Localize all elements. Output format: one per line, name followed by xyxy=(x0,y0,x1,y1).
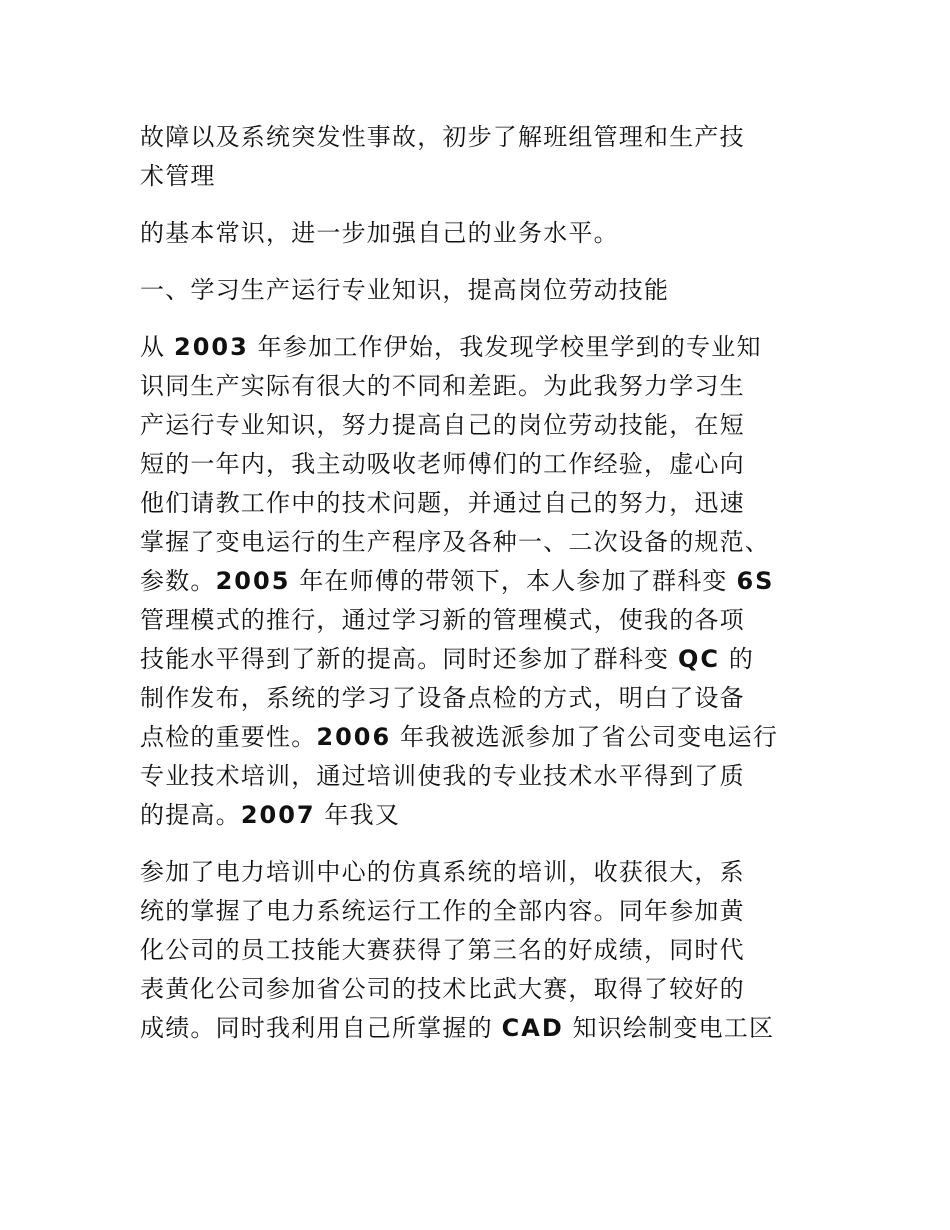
text-line: 从 2003 年参加工作伊始，我发现学校里学到的专业知 xyxy=(140,333,762,361)
text-line: 技能水平得到了新的提高。同时还参加了群科变 QC 的 xyxy=(140,645,755,673)
text-line: 化公司的员工技能大赛获得了第三名的好成绩，同时代 xyxy=(140,936,745,964)
document-body xyxy=(140,118,820,1066)
paragraph-1 xyxy=(140,118,820,196)
text-line: 的基本常识，进一步加强自己的业务水平。 xyxy=(140,219,619,247)
text-line: 制作发布，系统的学习了设备点检的方式，明白了设备 xyxy=(140,684,745,712)
text-line: 识同生产实际有很大的不同和差距。为此我努力学习生 xyxy=(140,372,745,400)
text-line: 成绩。同时我利用自己所掌握的 CAD 知识绘制变电工区 xyxy=(140,1014,775,1042)
text-line: 短的一年内，我主动吸收老师傅们的工作经验，虚心向 xyxy=(140,450,745,478)
text-line: 产运行专业知识，努力提高自己的岗位劳动技能，在短 xyxy=(140,411,745,439)
text-line: 管理模式的推行，通过学习新的管理模式，使我的各项 xyxy=(140,606,745,634)
paragraph-2 xyxy=(140,214,820,253)
heading-line: 一、学习生产运行专业知识，提高岗位劳动技能 xyxy=(140,276,670,304)
text-line: 参数。2005 年在师傅的带领下，本人参加了群科变 6S xyxy=(140,567,775,595)
text-line: 参加了电力培训中心的仿真系统的培训，收获很大，系 xyxy=(140,858,745,886)
text-line: 表黄化公司参加省公司的技术比武大赛，取得了较好的 xyxy=(140,975,745,1003)
text-line: 的提高。2007 年我又 xyxy=(140,801,401,829)
paragraph-4 xyxy=(140,853,820,1048)
text-line: 统的掌握了电力系统运行工作的全部内容。同年参加黄 xyxy=(140,897,745,925)
text-line: 术管理 xyxy=(140,162,216,190)
text-line: 专业技术培训，通过培训使我的专业技术水平得到了质 xyxy=(140,762,745,790)
text-line: 点检的重要性。2006 年我被选派参加了省公司变电运行 xyxy=(140,723,779,751)
paragraph-3 xyxy=(140,328,820,835)
text-line: 故障以及系统突发性事故，初步了解班组管理和生产技 xyxy=(140,123,745,151)
section-heading xyxy=(140,271,820,310)
text-line: 他们请教工作中的技术问题，并通过自己的努力，迅速 xyxy=(140,489,745,517)
text-line: 掌握了变电运行的生产程序及各种一、二次设备的规范、 xyxy=(140,528,770,556)
